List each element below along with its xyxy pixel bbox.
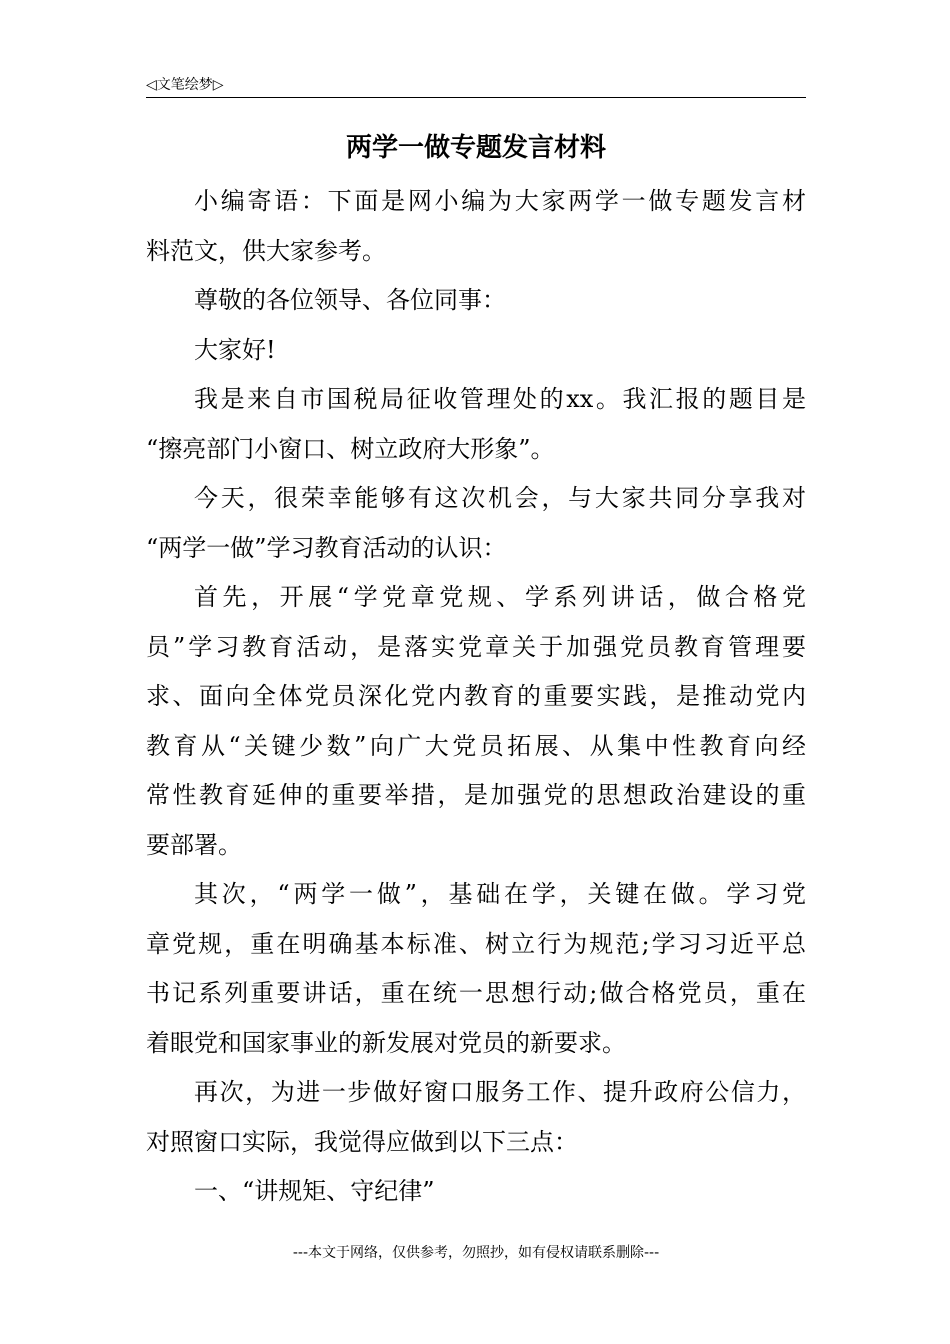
paragraph-line: 尊敬的各位领导、各位同事：: [194, 286, 506, 314]
paragraph-line: 教育从“关键少数”向广大党员拓展、从集中性教育向经: [146, 731, 806, 760]
paragraph: [146, 375, 806, 474]
paragraph-line: 其次，“两学一做”，基础在学，关键在做。学习党: [194, 880, 806, 908]
document-body: [146, 177, 806, 1217]
paragraph-line: 小编寄语：下面是网小编为大家两学一做专题发言材: [194, 187, 806, 215]
header-mark: ◁文笔绘梦▷: [146, 77, 224, 93]
paragraph-line: 着眼党和国家事业的新发展对党员的新要求。: [146, 1028, 626, 1057]
paragraph-line: 书记系列重要讲话，重在统一思想行动;做合格党员，重在: [146, 979, 806, 1007]
paragraph-line: 首先，开展“学党章党规、学系列讲话，做合格党: [194, 583, 806, 611]
paragraph: [146, 474, 806, 573]
paragraph-line: 料范文，供大家参考。: [146, 236, 386, 265]
paragraph-line: 我是来自市国税局征收管理处的xx。我汇报的题目是: [194, 385, 806, 413]
paragraph: [146, 276, 806, 326]
paragraph: [146, 573, 806, 870]
paragraph: [146, 177, 806, 276]
paragraph-line: 再次，为进一步做好窗口服务工作、提升政府公信力，: [194, 1078, 806, 1106]
paragraph-line: 要部署。: [146, 830, 242, 859]
paragraph-line: 常性教育延伸的重要举措，是加强党的思想政治建设的重: [146, 781, 806, 809]
paragraph-line: “擦亮部门小窗口、树立政府大形象”。: [146, 434, 555, 463]
paragraph-line: 章党规，重在明确基本标准、树立行为规范;学习习近平总: [146, 929, 806, 958]
paragraph: [146, 326, 806, 376]
header-rule: [146, 97, 806, 98]
paragraph: [146, 870, 806, 1068]
paragraph-line: 求、面向全体党员深化党内教育的重要实践，是推动党内: [146, 682, 806, 710]
paragraph: [146, 1068, 806, 1167]
footer-disclaimer: ---本文于网络，仅供参考，勿照抄，如有侵权请联系删除---: [292, 1245, 660, 1261]
paragraph-line: 大家好!: [194, 335, 276, 364]
paragraph-line: 员”学习教育活动，是落实党章关于加强党员教育管理要: [146, 632, 806, 661]
paragraph-line: “两学一做”学习教育活动的认识：: [146, 533, 507, 562]
paragraph-line: 今天，很荣幸能够有这次机会，与大家共同分享我对: [194, 484, 806, 512]
paragraph-line: 对照窗口实际，我觉得应做到以下三点：: [146, 1127, 578, 1156]
paragraph: [146, 1167, 806, 1217]
paragraph-line: 一、“讲规矩、守纪律”: [194, 1177, 435, 1205]
document-title: 两学一做专题发言材料: [345, 133, 606, 163]
